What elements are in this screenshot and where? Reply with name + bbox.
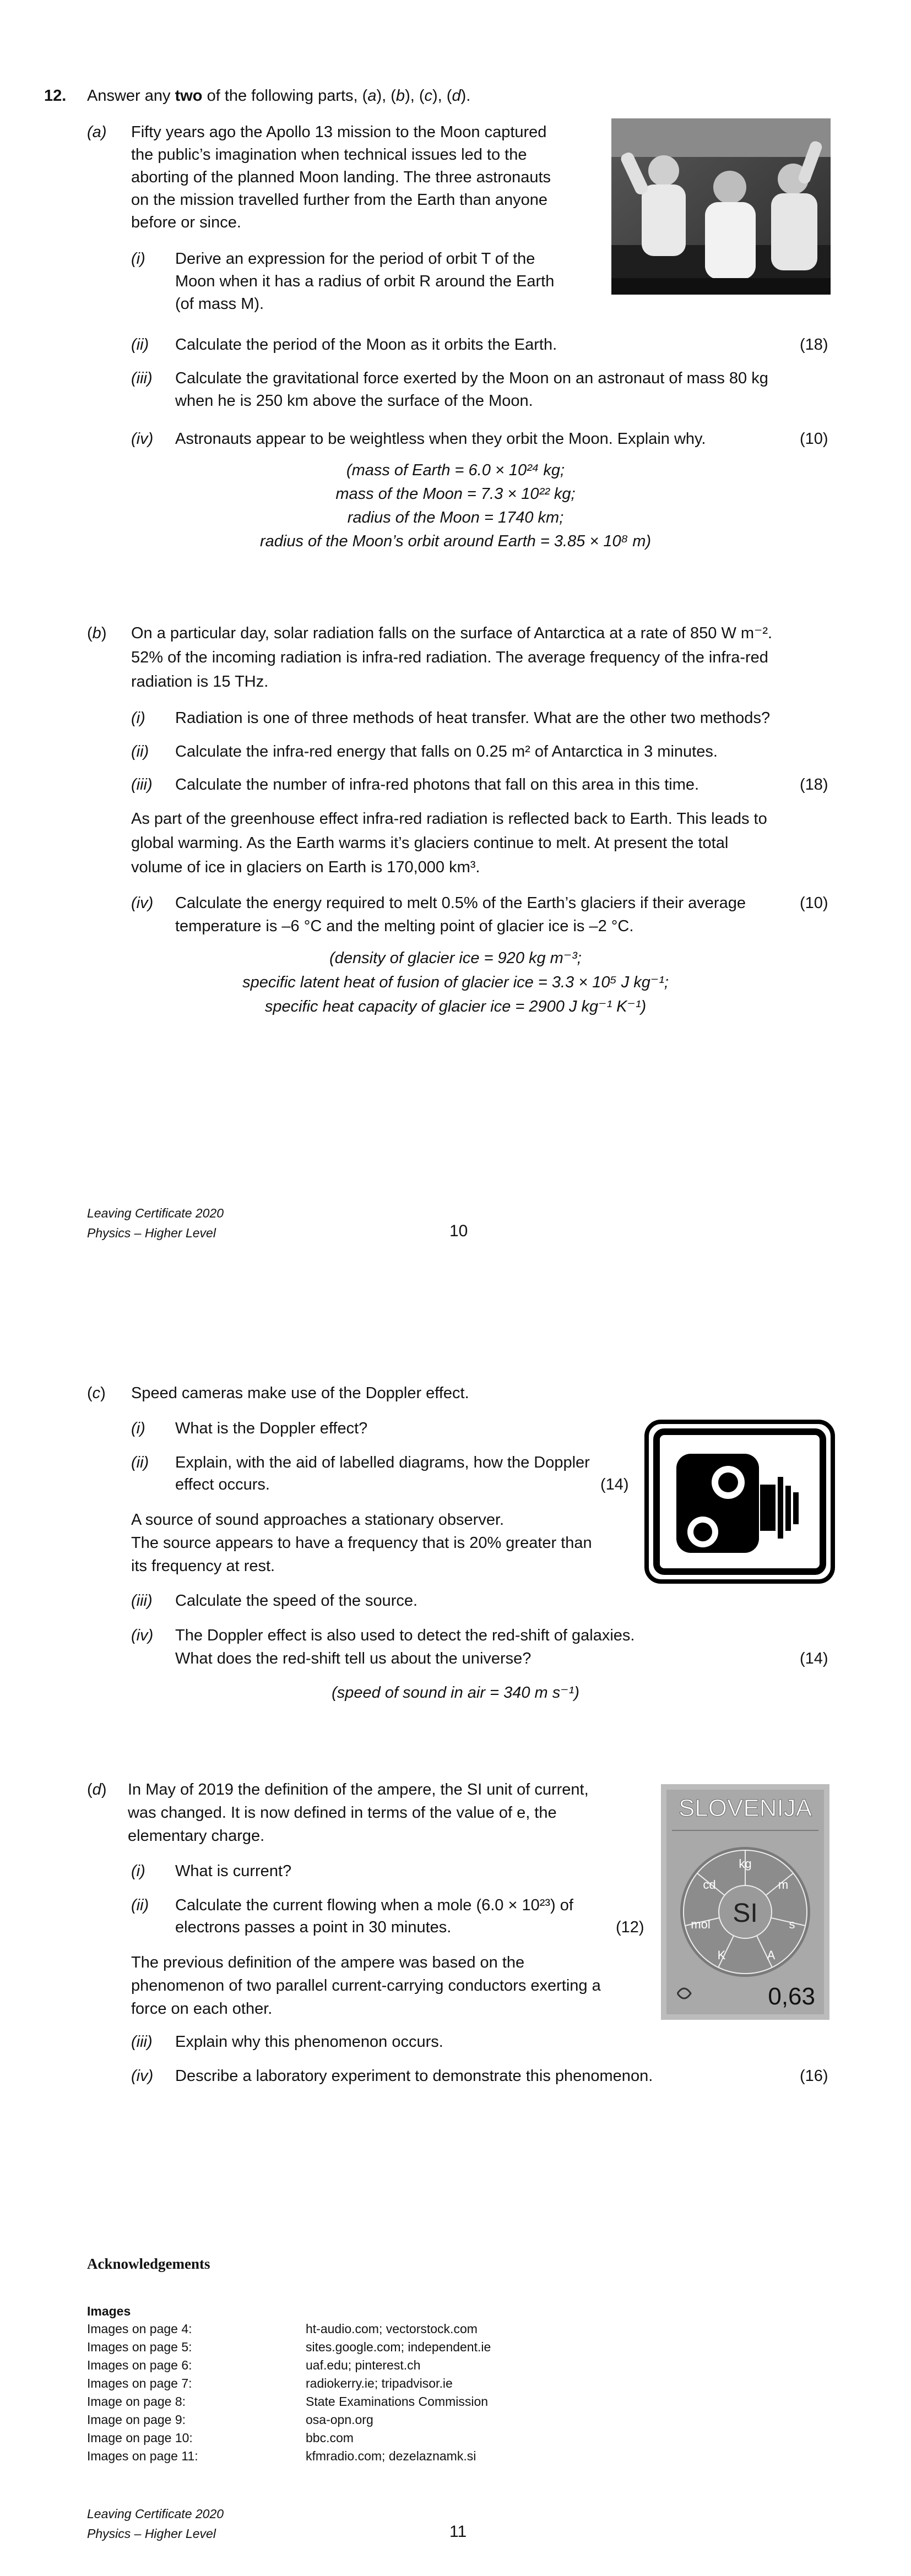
stamp-country: SLOVENIJA — [678, 1795, 812, 1822]
ack-page-4: Images on page 7: — [87, 2376, 192, 2390]
part-a-data-3: radius of the Moon = 1740 km; — [347, 509, 564, 526]
speed-camera-icon — [644, 1420, 835, 1584]
stamp-unit-kg: kg — [739, 1857, 752, 1871]
part-b-iv-marks: (10) — [800, 894, 828, 912]
part-c-ii-line-1: Explain, with the aid of labelled diagrams, how the Doppler — [175, 1454, 590, 1471]
part-c-iv-line-1: The Doppler effect is also used to detect the red-shift of galaxies. — [175, 1627, 635, 1644]
part-d-iii-label: (iii) — [131, 2033, 153, 2051]
part-a-data-1: (mass of Earth = 6.0 × 10²⁴ kg; — [346, 461, 565, 479]
ack-source-2: sites.google.com; independent.ie — [306, 2340, 491, 2354]
part-a-body-2: the public’s imagination when technical issues led to the — [131, 146, 527, 164]
part-b-iv-line-1: Calculate the energy required to melt 0.5% of the Earth’s glaciers if their average — [175, 894, 746, 912]
part-d-iv-label: (iv) — [131, 2067, 154, 2085]
part-a-iii-label: (iii) — [131, 369, 153, 387]
question-intro-text: Answer any two of the following parts, (a), (b), (c), (d). — [87, 87, 471, 105]
part-c-ii-line-2: effect occurs. — [175, 1476, 270, 1493]
part-b-data-2: specific latent heat of fusion of glacier ice = 3.3 × 10⁵ J kg⁻¹; — [242, 974, 669, 991]
part-b-data-1: (density of glacier ice = 920 kg m⁻³; — [329, 949, 582, 967]
footer-line-2: Physics – Higher Level — [87, 2526, 216, 2541]
part-a-iv-label: (iv) — [131, 430, 154, 448]
part-d-i-label: (i) — [131, 1862, 145, 1880]
part-a-iii-line-1: Calculate the gravitational force exerted by the Moon on an astronaut of mass 80 kg — [175, 369, 768, 387]
part-b-iv-line-2: temperature is –6 °C and the melting point of glacier ice is –2 °C. — [175, 917, 634, 935]
part-c-i-line-1: What is the Doppler effect? — [175, 1420, 368, 1437]
part-d-body-1: In May of 2019 the definition of the ampere, the SI unit of current, — [128, 1781, 589, 1798]
part-c-intro: Speed cameras make use of the Doppler effect. — [131, 1384, 469, 1402]
question-number: 12. — [44, 87, 67, 105]
ack-source-3: uaf.edu; pinterest.ch — [306, 2358, 421, 2372]
part-d-ii-line-2: electrons passes a point in 30 minutes. — [175, 1919, 452, 1936]
stamp-unit-mol: mol — [691, 1917, 711, 1931]
part-d-body-2: was changed. It is now defined in terms of the value of e, the — [128, 1804, 557, 1822]
part-d-iii-line-1: Explain why this phenomenon occurs. — [175, 2033, 443, 2051]
part-a-body-1: Fifty years ago the Apollo 13 mission to the Moon captured — [131, 123, 547, 141]
stamp-unit-cd: cd — [703, 1878, 716, 1892]
footer-line-2: Physics – Higher Level — [87, 1226, 216, 1240]
stamp-unit-a: A — [767, 1948, 776, 1962]
stamp-unit-k: K — [717, 1948, 726, 1962]
part-a-i-line-1: Derive an expression for the period of orbit T of the — [175, 250, 535, 268]
part-b-iv-label: (iv) — [131, 894, 154, 912]
stamp-value: 0,63 — [768, 1983, 815, 2010]
part-a-label: (a) — [87, 123, 107, 141]
ack-page-1: Images on page 4: — [87, 2322, 192, 2336]
apollo-astronauts-photo — [611, 118, 831, 295]
part-a-iv-marks: (10) — [800, 430, 828, 448]
part-d-body2-1: The previous definition of the ampere was based on the — [131, 1954, 525, 1971]
part-d-ii-line-1: Calculate the current flowing when a mole (6.0 × 10²³) of — [175, 1896, 573, 1914]
footer-line-1: Leaving Certificate 2020 — [87, 2507, 224, 2521]
part-d-ii-marks: (12) — [616, 1919, 644, 1936]
stamp-unit-s: s — [789, 1917, 795, 1931]
ack-page-6: Image on page 9: — [87, 2412, 186, 2427]
part-c-i-label: (i) — [131, 1420, 145, 1437]
part-a-ii-marks: (18) — [800, 336, 828, 354]
part-b-body-3: radiation is 15 THz. — [131, 673, 269, 691]
part-b-iii-label: (iii) — [131, 776, 153, 794]
part-c-iv-label: (iv) — [131, 1627, 154, 1644]
part-d-ii-label: (ii) — [131, 1896, 149, 1914]
part-c-body-3: its frequency at rest. — [131, 1557, 275, 1575]
si-units-stamp — [661, 1784, 829, 2020]
part-b-body2-2: global warming. As the Earth warms it’s glaciers continue to melt. At present the total — [131, 834, 729, 852]
ack-page-3: Images on page 6: — [87, 2358, 192, 2372]
stamp-unit-m: m — [778, 1878, 789, 1892]
part-d-iv-line-1: Describe a laboratory experiment to demonstrate this phenomenon. — [175, 2067, 653, 2085]
part-c-iv-marks: (14) — [800, 1650, 828, 1667]
part-c-iii-label: (iii) — [131, 1592, 153, 1610]
part-c-body-2: The source appears to have a frequency that is 20% greater than — [131, 1534, 592, 1552]
part-b-i-label: (i) — [131, 709, 145, 727]
page-number: 10 — [449, 1222, 468, 1240]
part-b-body-2: 52% of the incoming radiation is infra-red radiation. The average frequency of the infra-red — [131, 649, 768, 666]
part-c-data: (speed of sound in air = 340 m s⁻¹) — [332, 1684, 579, 1702]
part-b-body2-3: volume of ice in glaciers on Earth is 170,000 km³. — [131, 858, 480, 876]
part-a-i-label: (i) — [131, 250, 145, 268]
ack-source-5: State Examinations Commission — [306, 2394, 489, 2409]
part-d-body2-3: force on each other. — [131, 2000, 273, 2018]
ack-page-7: Image on page 10: — [87, 2431, 193, 2445]
part-a-ii-label: (ii) — [131, 336, 149, 354]
part-c-ii-label: (ii) — [131, 1454, 149, 1471]
ack-page-5: Image on page 8: — [87, 2394, 186, 2409]
part-b-iii-marks: (18) — [800, 776, 828, 794]
footer-line-1: Leaving Certificate 2020 — [87, 1206, 224, 1220]
part-b-i-line-1: Radiation is one of three methods of heat transfer. What are the other two methods? — [175, 709, 771, 727]
part-b-iii-line-1: Calculate the number of infra-red photons that fall on this area in this time. — [175, 776, 699, 794]
stamp-center: SI — [733, 1899, 758, 1928]
part-a-i-line-2: Moon when it has a radius of orbit R around the Earth — [175, 273, 555, 290]
ack-source-7: bbc.com — [306, 2431, 354, 2445]
part-d-iv-marks: (16) — [800, 2067, 828, 2085]
ack-page-2: Images on page 5: — [87, 2340, 192, 2354]
part-a-ii-line-1: Calculate the period of the Moon as it orbits the Earth. — [175, 336, 557, 354]
ack-page-8: Images on page 11: — [87, 2449, 198, 2463]
part-b-data-3: specific heat capacity of glacier ice = 2900 J kg⁻¹ K⁻¹) — [264, 998, 647, 1015]
part-c-body-1: A source of sound approaches a stationary observer. — [131, 1511, 505, 1529]
part-a-body-4: on the mission travelled further from the Earth than anyone — [131, 191, 548, 209]
part-b-label: (b) — [87, 624, 107, 642]
part-b-body-1: On a particular day, solar radiation falls on the surface of Antarctica at a rate of 850 W m⁻². — [131, 624, 773, 642]
ack-source-8: kfmradio.com; dezelaznamk.si — [306, 2449, 476, 2463]
acknowledgements-title: Acknowledgements — [87, 2256, 210, 2272]
part-a-i-line-3: (of mass M). — [175, 295, 264, 313]
ack-source-4: radiokerry.ie; tripadvisor.ie — [306, 2376, 453, 2390]
part-c-label: (c) — [87, 1384, 106, 1402]
part-d-body2-2: phenomenon of two parallel current-carrying conductors exerting a — [131, 1977, 601, 1995]
part-c-iii-line-1: Calculate the speed of the source. — [175, 1592, 418, 1610]
part-a-body-5: before or since. — [131, 214, 241, 231]
part-d-body-3: elementary charge. — [128, 1827, 265, 1845]
part-a-data-2: mass of the Moon = 7.3 × 10²² kg; — [335, 485, 576, 503]
part-a-body-3: aborting of the planned Moon landing. The three astronauts — [131, 169, 551, 186]
part-c-ii-marks: (14) — [600, 1476, 629, 1493]
ack-source-6: osa-opn.org — [306, 2412, 373, 2427]
part-d-label: (d) — [87, 1781, 107, 1798]
part-a-iv-line-1: Astronauts appear to be weightless when they orbit the Moon. Explain why. — [175, 430, 706, 448]
part-a-data-4: radius of the Moon’s orbit around Earth = 3.85 × 10⁸ m) — [259, 532, 652, 550]
part-b-ii-label: (ii) — [131, 743, 149, 760]
acknowledgements-subtitle: Images — [87, 2304, 131, 2318]
question-intro — [87, 84, 470, 108]
part-b-body2-1: As part of the greenhouse effect infra-red radiation is reflected back to Earth. This leads to — [131, 810, 767, 828]
part-d-i-line-1: What is current? — [175, 1862, 292, 1880]
ack-source-1: ht-audio.com; vectorstock.com — [306, 2322, 478, 2336]
part-a-iii-line-2: when he is 250 km above the surface of the Moon. — [175, 392, 533, 410]
page-number: 11 — [449, 2523, 467, 2541]
part-c-iv-line-2: What does the red-shift tell us about the universe? — [175, 1650, 532, 1667]
part-b-ii-line-1: Calculate the infra-red energy that falls on 0.25 m² of Antarctica in 3 minutes. — [175, 743, 718, 760]
